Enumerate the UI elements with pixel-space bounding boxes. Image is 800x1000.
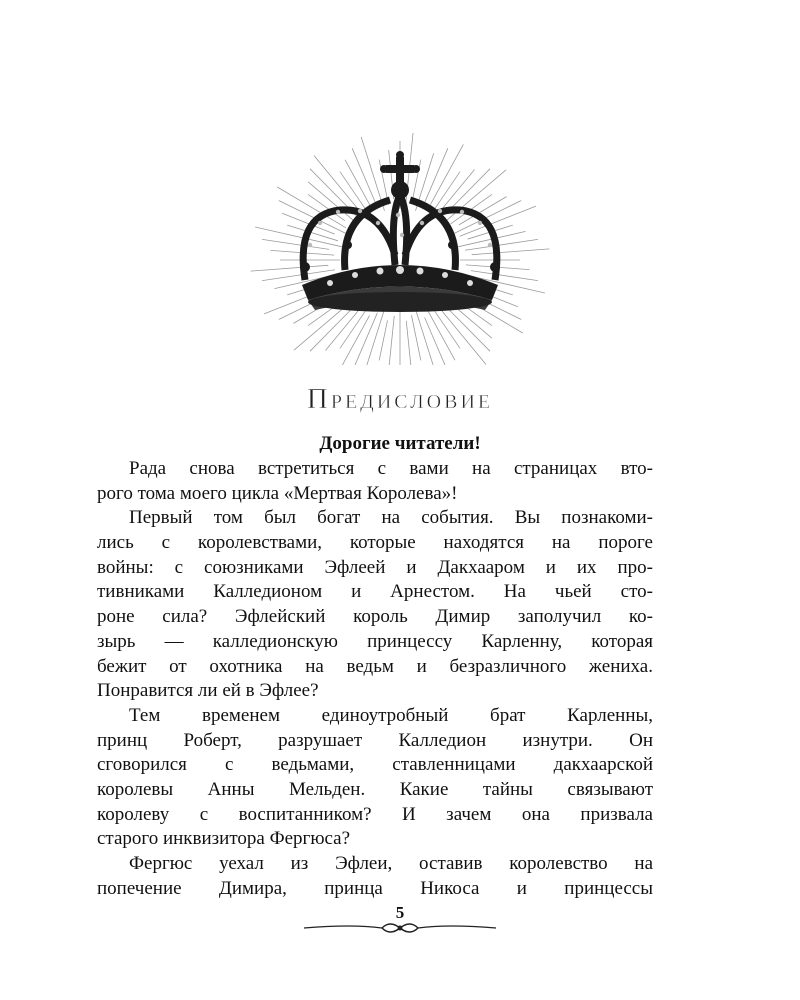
crown-ray xyxy=(262,239,329,249)
crown-ray xyxy=(423,148,448,207)
crown-ray xyxy=(352,313,377,365)
salutation: Дорогие читатели! xyxy=(319,433,481,454)
text-line: лись с королевствами, которые находятся на пороге xyxy=(97,532,653,554)
text-line: зырь — калледионскую принцессу Карленну, которая xyxy=(97,630,653,652)
text-line: роне сила? Эфлейский король Димир заполучил ко- xyxy=(97,606,653,628)
crown-ray xyxy=(255,227,342,247)
crown-ray xyxy=(279,201,348,235)
text-line: сговорился с ведьмами, ставленницами дакхаарской xyxy=(97,754,653,776)
crown-ray xyxy=(379,320,387,360)
text-line: бежит от охотника на ведьм и безразличного жениха. xyxy=(97,655,653,677)
text-line: Рада снова встретиться с вами на страницах вто- xyxy=(129,458,653,479)
text-line: рого тома моего цикла «Мертвая Королева»! xyxy=(97,482,458,504)
chapter-title: Предисловие xyxy=(306,383,494,415)
text-line: Понравится ли ей в Эфлее? xyxy=(97,680,319,702)
crown-ray xyxy=(416,309,439,365)
crown-ray xyxy=(472,249,550,255)
text-line: королевы Анны Мельден. Какие тайны связывают xyxy=(97,778,653,800)
text-line: попечение Димира, принца Никоса и принцессы xyxy=(97,877,653,899)
crown-illustration xyxy=(230,95,570,365)
text-line: Тем временем единоутробный брат Карленны, xyxy=(129,704,653,726)
page-ornament xyxy=(302,918,498,938)
crown-ray xyxy=(406,321,411,365)
crown-ray xyxy=(387,316,394,365)
crown-ray xyxy=(441,310,486,364)
crown-ray xyxy=(310,307,354,351)
crown-ray xyxy=(251,265,329,271)
crown-ray xyxy=(325,306,362,351)
page-number: 5 xyxy=(395,903,405,922)
text-line: Фергюс уехал из Эфлеи, оставив королевство на xyxy=(129,853,653,874)
crown-ray xyxy=(314,156,359,210)
body-text xyxy=(97,457,653,901)
text-line: королеву с воспитанником? И зачем она призвала xyxy=(97,803,653,825)
crown-ray xyxy=(452,201,521,235)
crown-ray xyxy=(465,239,538,250)
text-line: тивниками Калледионом и Арнестом. На чьей сто- xyxy=(97,581,653,603)
text-line: принц Роберт, разрушает Калледион изнутри. Он xyxy=(97,729,653,751)
text-line: Первый том был богат на события. Вы познакоми- xyxy=(129,507,653,529)
text-line: войны: с союзниками Эфлеей и Дакхааром и их про- xyxy=(97,556,653,578)
text-line: старого инквизитора Фергюса? xyxy=(97,828,351,850)
crown-ray xyxy=(337,315,370,365)
